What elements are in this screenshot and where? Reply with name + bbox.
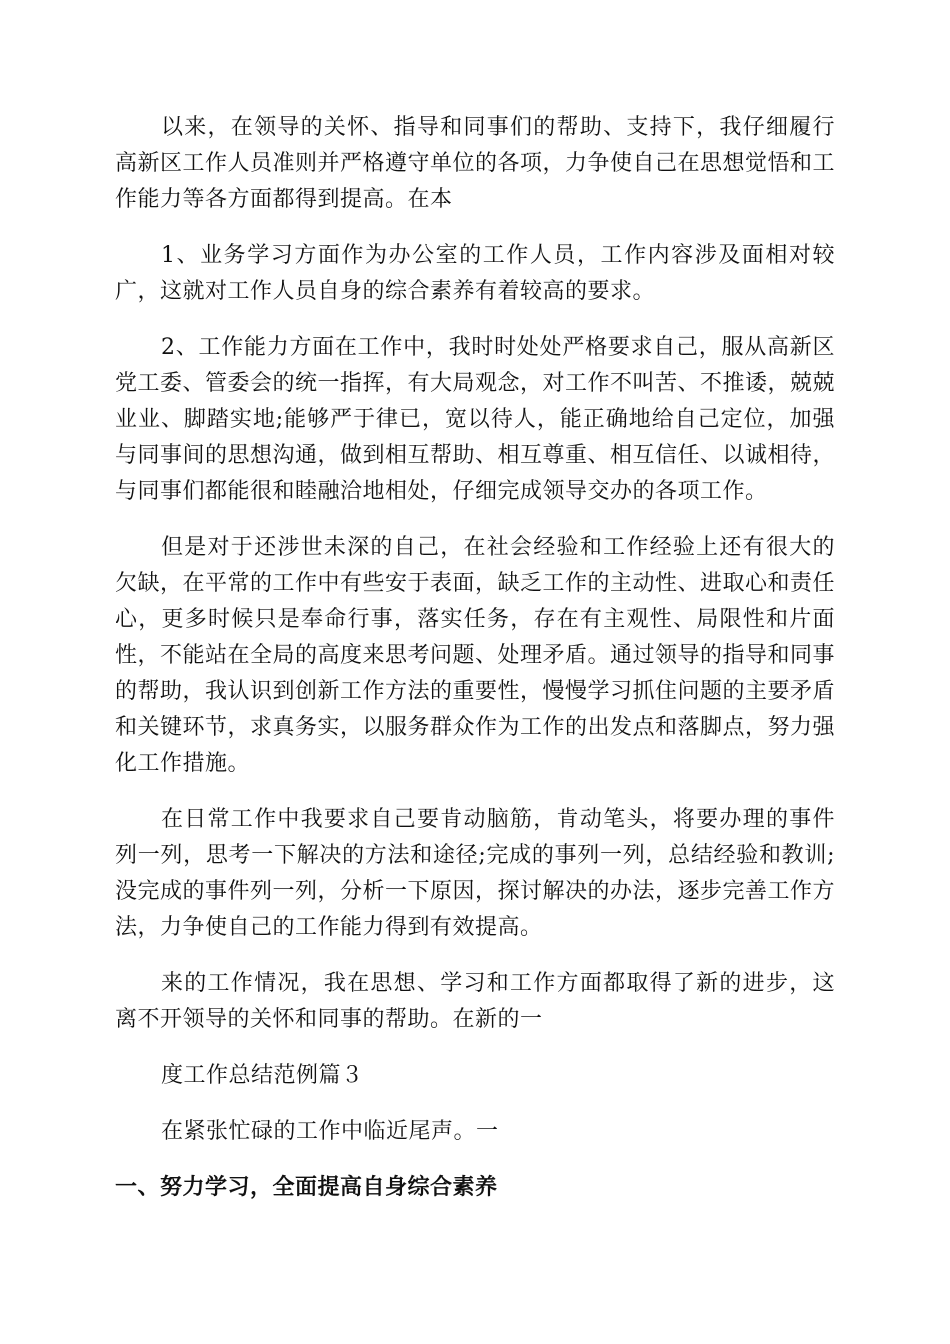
paragraph-7: 度工作总结范例篇３ (161, 1063, 364, 1088)
paragraph-2: 1、业务学习方面作为办公室的工作人员，工作内容涉及面相对较广，这就对工作人员自身的综合素养有着较高的要求。 (115, 243, 835, 304)
paragraph-6: 来的工作情况，我在思想、学习和工作方面都取得了新的进步，这离不开领导的关怀和同事的帮助。在新的一 (115, 971, 835, 1032)
document-body (115, 110, 835, 1206)
paragraph-3: 2、工作能力方面在工作中，我时时处处严格要求自己，服从高新区党工委、管委会的统一指挥，有大局观念，对工作不叫苦、不推诿，兢兢业业、脚踏实地;能够严于律已，宽以待人，能正确地给自己定位，加强与同事间的思想沟通，做到相互帮助、相互尊重、相互信任、以诚相待，与同事们都能很和睦融洽地相处，仔细完成领导交办的各项工作。 (115, 335, 836, 504)
section-heading: 一、努力学习，全面提高自身综合素养 (115, 1175, 498, 1200)
paragraph-5: 在日常工作中我要求自己要肯动脑筋，肯动笔头，将要办理的事件列一列，思考一下解决的方法和途径;完成的事列一列，总结经验和教训;没完成的事件列一列，分析一下原因，探讨解决的办法，逐步完善工作方法，力争使自己的工作能力得到有效提高。 (115, 807, 836, 940)
paragraph-8: 在紧张忙碌的工作中临近尾声。一 (161, 1119, 499, 1144)
paragraph-1: 以来，在领导的关怀、指导和同事们的帮助、支持下，我仔细履行高新区工作人员准则并严格遵守单位的各项，力争使自己在思想觉悟和工作能力等各方面都得到提高。在本 (115, 115, 836, 212)
paragraph-4: 但是对于还涉世未深的自己，在社会经验和工作经验上还有很大的欠缺，在平常的工作中有些安于表面，缺乏工作的主动性、进取心和责任心，更多时候只是奉命行事，落实任务，存在有主观性、局限性和片面性，不能站在全局的高度来思考问题、处理矛盾。通过领导的指导和同事的帮助，我认识到创新工作方法的重要性，慢慢学习抓住问题的主要矛盾和关键环节，求真务实，以服务群众作为工作的出发点和落脚点，努力强化工作措施。 (115, 535, 836, 776)
